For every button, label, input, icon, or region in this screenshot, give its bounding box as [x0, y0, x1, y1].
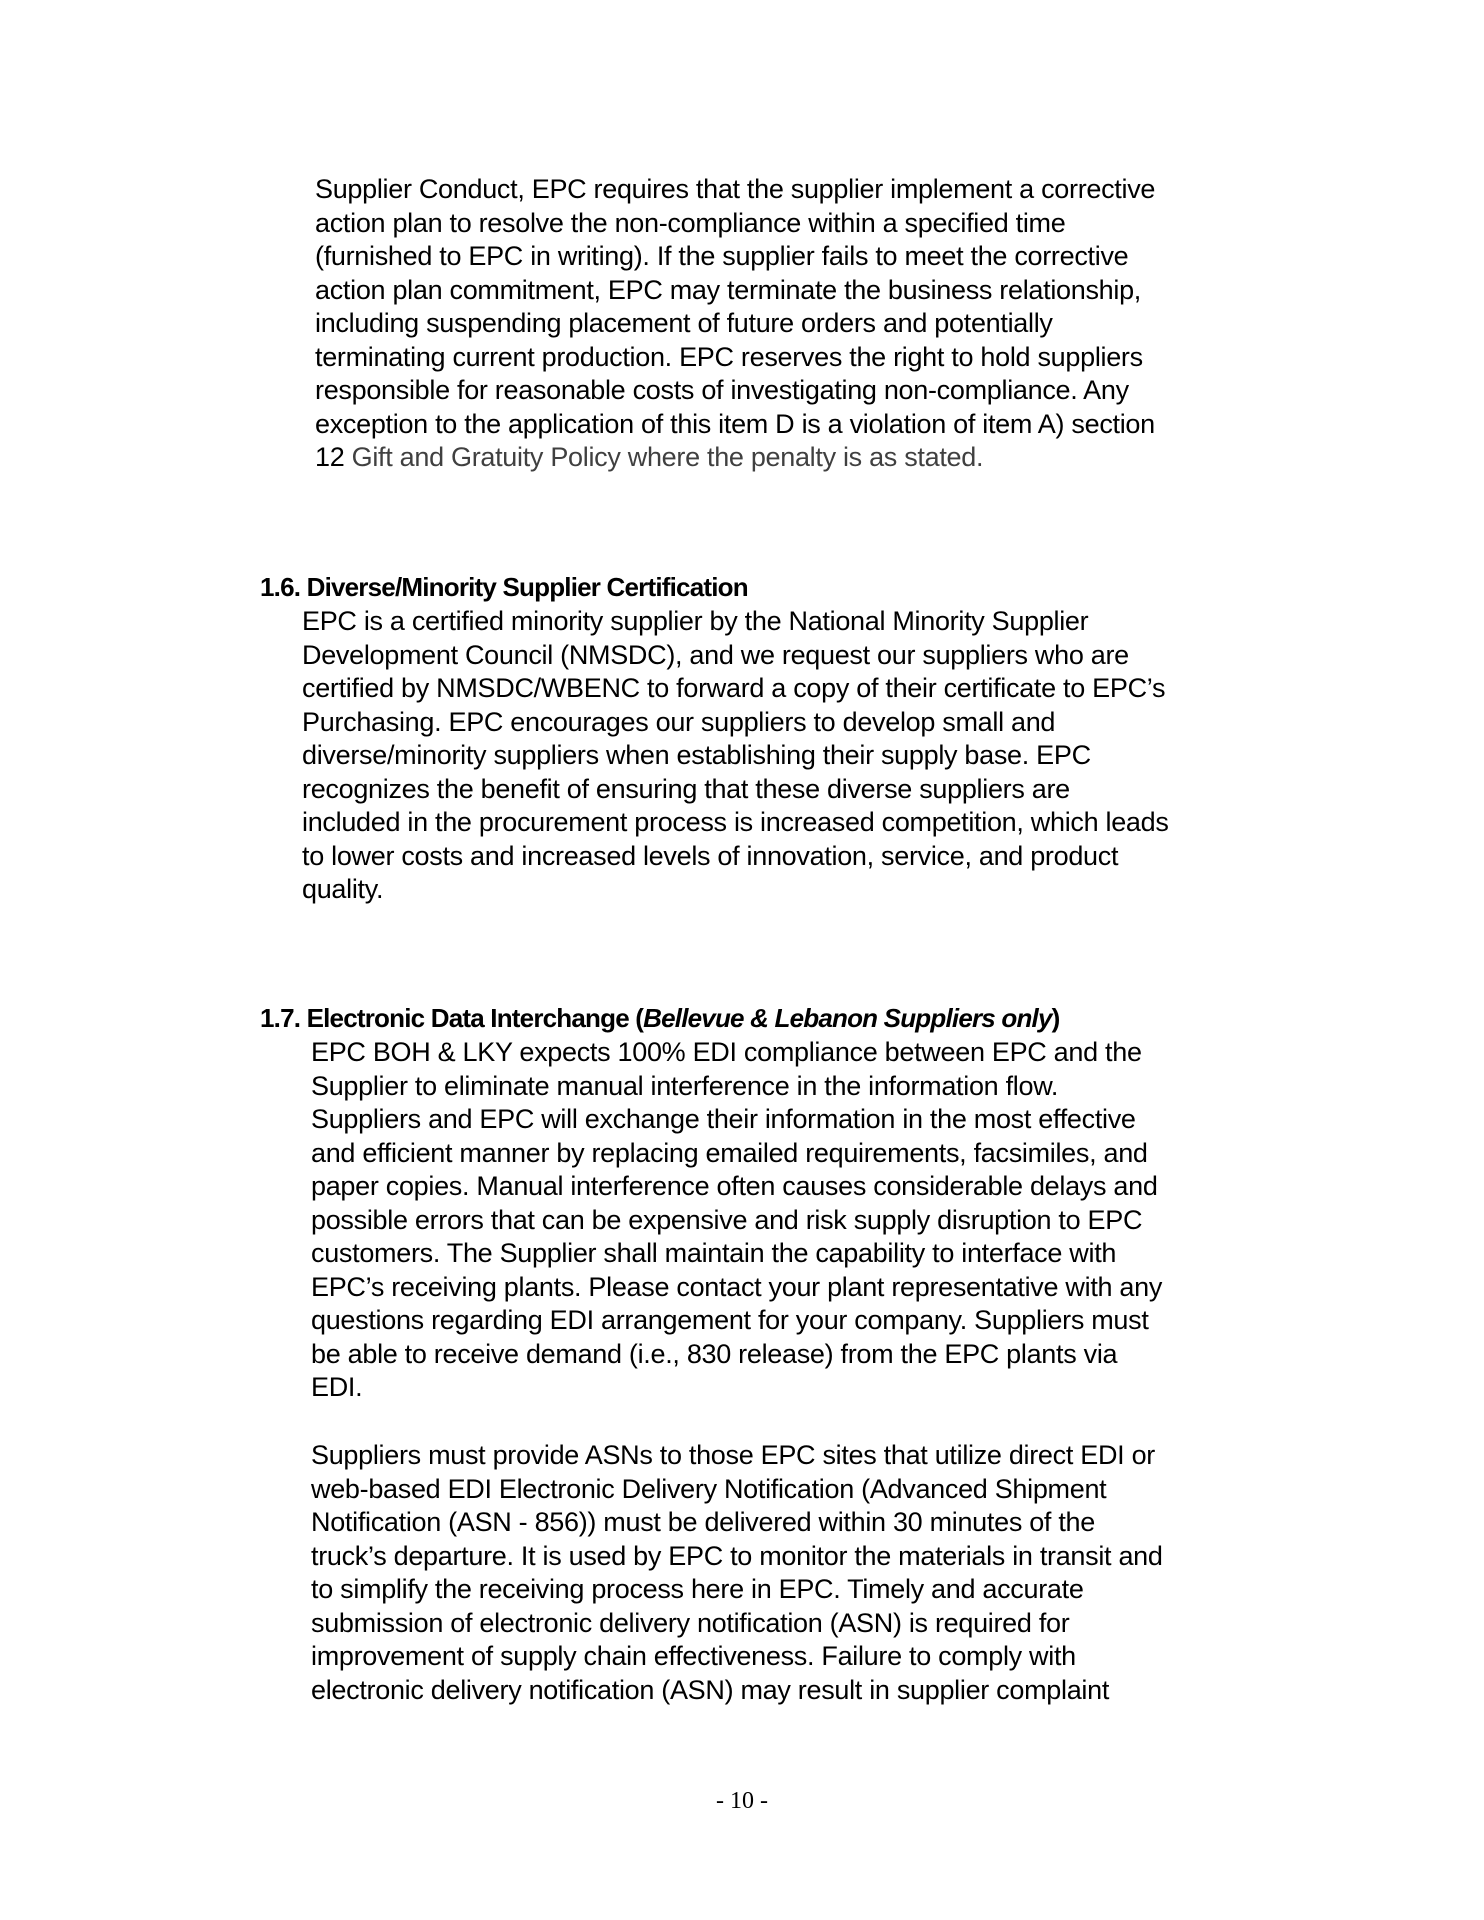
text-line: (furnished to EPC in writing). If the supplier fails to meet the corrective	[315, 241, 1129, 271]
text-line: quality.	[302, 874, 384, 904]
text-line: be able to receive demand (i.e., 830 release) from the EPC plants via	[311, 1338, 1118, 1369]
text-line: Supplier to eliminate manual interference in the information flow.	[311, 1070, 1059, 1101]
text-line: to simplify the receiving process here in EPC. Timely and accurate	[311, 1574, 1084, 1604]
text-line: web-based EDI Electronic Delivery Notification (Advanced Shipment	[311, 1473, 1107, 1504]
section-heading-1-7	[260, 1003, 1059, 1034]
text-line: action plan commitment, EPC may terminate the business relationship,	[315, 274, 1141, 305]
text-line: exception to the application of this item D is a violation of item A) section	[315, 408, 1155, 439]
text-line: diverse/minority suppliers when establishing their supply base. EPC	[302, 740, 1091, 770]
text-line: truck’s departure. It is used by EPC to monitor the materials in transit and	[311, 1540, 1163, 1571]
text-line: Suppliers must provide ASNs to those EPC sites that utilize direct EDI or	[311, 1440, 1155, 1470]
section-1-7-paragraph-1	[311, 1036, 1162, 1405]
heading-text: 1.7. Electronic Data Interchange (	[260, 1003, 644, 1033]
text-line: action plan to resolve the non-compliance within a specified time	[315, 207, 1066, 238]
text-line: possible errors that can be expensive and risk supply disruption to EPC	[311, 1204, 1143, 1235]
heading-text-end: )	[1051, 1003, 1060, 1033]
text-line: Development Council (NMSDC), and we request our suppliers who are	[302, 639, 1129, 670]
text-line: Purchasing. EPC encourages our suppliers to develop small and	[302, 706, 1056, 737]
policy-reference: Gift and Gratuity Policy where the penalty is as stated.	[351, 442, 984, 472]
text-line: EPC is a certified minority supplier by the National Minority Supplier	[302, 606, 1089, 636]
text-line: paper copies. Manual interference often causes considerable delays and	[311, 1171, 1158, 1201]
text-line: and efficient manner by replacing emailed requirements, facsimiles, and	[311, 1137, 1148, 1168]
continuation-paragraph	[315, 173, 1155, 475]
text-line: to lower costs and increased levels of innovation, service, and product	[302, 840, 1119, 871]
text-line: EPC BOH & LKY expects 100% EDI compliance between EPC and the	[311, 1037, 1142, 1067]
text-line: EDI.	[311, 1372, 363, 1402]
text-line: electronic delivery notification (ASN) may result in supplier complaint	[311, 1674, 1110, 1705]
section-heading-1-6: 1.6. Diverse/Minority Supplier Certification	[260, 572, 748, 602]
text-line: recognizes the benefit of ensuring that these diverse suppliers are	[302, 773, 1070, 804]
text-line: questions regarding EDI arrangement for your company. Suppliers must	[311, 1305, 1149, 1335]
text-line: EPC’s receiving plants. Please contact your plant representative with any	[311, 1271, 1163, 1302]
text-line: customers. The Supplier shall maintain the capability to interface with	[311, 1238, 1117, 1268]
text-line: terminating current production. EPC reserves the right to hold suppliers	[315, 341, 1143, 372]
section-1-7-paragraph-2	[311, 1439, 1163, 1707]
text-line: including suspending placement of future orders and potentially	[315, 308, 1053, 338]
text-line: Supplier Conduct, EPC requires that the supplier implement a corrective	[315, 174, 1156, 204]
text-line-last	[315, 441, 1155, 475]
text-line: Notification (ASN - 856)) must be delivered within 30 minutes of the	[311, 1507, 1095, 1537]
heading-qualifier: Bellevue & Lebanon Suppliers only	[643, 1003, 1052, 1033]
text-line: included in the procurement process is increased competition, which leads	[302, 807, 1169, 837]
text-line: improvement of supply chain effectiveness. Failure to comply with	[311, 1641, 1076, 1671]
text-line: responsible for reasonable costs of investigating non-compliance. Any	[315, 375, 1129, 405]
text-line: Suppliers and EPC will exchange their information in the most effective	[311, 1104, 1136, 1134]
section-number-ref: 12	[315, 442, 352, 472]
text-line: certified by NMSDC/WBENC to forward a copy of their certificate to EPC’s	[302, 673, 1166, 703]
text-line: submission of electronic delivery notification (ASN) is required for	[311, 1607, 1070, 1638]
page-number: - 10 -	[716, 1788, 768, 1814]
section-1-6-paragraph	[302, 605, 1169, 907]
